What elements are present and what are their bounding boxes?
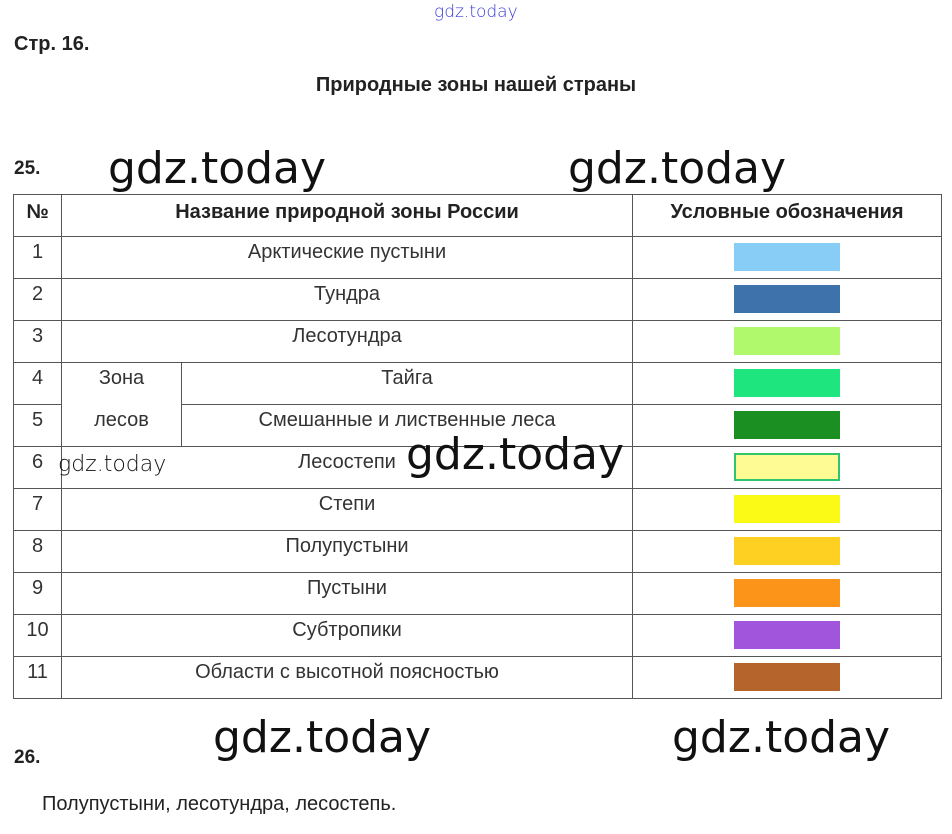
- row-number: 1: [14, 237, 62, 279]
- legend-cell: [633, 279, 942, 321]
- row-number: 5: [14, 405, 62, 447]
- legend-color-swatch: [734, 411, 840, 439]
- forest-zone-label-bottom: лесов: [62, 405, 182, 447]
- zone-name: Полупустыни: [62, 531, 633, 573]
- table-row: [14, 657, 942, 699]
- row-number: 6: [14, 447, 62, 489]
- zone-name: Смешанные и лиственные леса: [182, 405, 633, 447]
- zone-name: Субтропики: [62, 615, 633, 657]
- task-number-25: 25.: [14, 158, 41, 179]
- row-number: 2: [14, 279, 62, 321]
- row-number: 4: [14, 363, 62, 405]
- zone-name: Тайга: [182, 363, 633, 405]
- watermark-top: gdz.today: [434, 2, 518, 22]
- table-row: [14, 615, 942, 657]
- answer-26: Полупустыни, лесотундра, лесостепь.: [42, 793, 397, 815]
- zone-name: Области с высотной поясностью: [62, 657, 633, 699]
- table-row: [14, 279, 942, 321]
- legend-color-swatch: [734, 369, 840, 397]
- row-number: 9: [14, 573, 62, 615]
- zone-name: Лесостепи: [62, 447, 633, 489]
- watermark: gdz.today: [213, 712, 432, 763]
- table-row: [14, 531, 942, 573]
- zone-name: Лесотундра: [62, 321, 633, 363]
- watermark: gdz.today: [406, 429, 625, 480]
- table-header-row: [14, 195, 942, 237]
- zone-name: Тундра: [62, 279, 633, 321]
- legend-cell: [633, 573, 942, 615]
- table-row: [14, 237, 942, 279]
- table-row: [14, 321, 942, 363]
- page-title: Природные зоны нашей страны: [315, 74, 637, 96]
- row-number: 3: [14, 321, 62, 363]
- watermark: gdz.today: [58, 452, 167, 477]
- row-number: 11: [14, 657, 62, 699]
- header-legend: Условные обозначения: [633, 195, 942, 237]
- legend-cell: [633, 321, 942, 363]
- legend-color-swatch: [734, 621, 840, 649]
- legend-cell: [633, 237, 942, 279]
- table-row: [14, 489, 942, 531]
- legend-color-swatch: [734, 243, 840, 271]
- legend-cell: [633, 531, 942, 573]
- legend-color-swatch: [734, 285, 840, 313]
- legend-cell: [633, 489, 942, 531]
- page-reference: Стр. 16.: [14, 33, 90, 55]
- table-row: [14, 573, 942, 615]
- header-zone-name: Название природной зоны России: [62, 195, 633, 237]
- watermark: gdz.today: [108, 143, 327, 194]
- legend-cell: [633, 405, 942, 447]
- task-number-26: 26.: [14, 747, 41, 768]
- legend-cell: [633, 657, 942, 699]
- legend-color-swatch: [734, 537, 840, 565]
- legend-color-swatch: [734, 663, 840, 691]
- row-number: 10: [14, 615, 62, 657]
- legend-cell: [633, 615, 942, 657]
- row-number: 7: [14, 489, 62, 531]
- zone-name: Пустыни: [62, 573, 633, 615]
- zone-name: Арктические пустыни: [62, 237, 633, 279]
- watermark: gdz.today: [672, 712, 891, 763]
- header-number: №: [14, 195, 62, 237]
- legend-color-swatch: [734, 579, 840, 607]
- zone-name: Степи: [62, 489, 633, 531]
- table-row: [14, 363, 942, 405]
- legend-color-swatch: [734, 327, 840, 355]
- legend-cell: [633, 363, 942, 405]
- legend-color-swatch: [734, 453, 840, 481]
- forest-zone-label-top: Зона: [62, 363, 182, 405]
- legend-color-swatch: [734, 495, 840, 523]
- row-number: 8: [14, 531, 62, 573]
- watermark: gdz.today: [568, 143, 787, 194]
- legend-cell: [633, 447, 942, 489]
